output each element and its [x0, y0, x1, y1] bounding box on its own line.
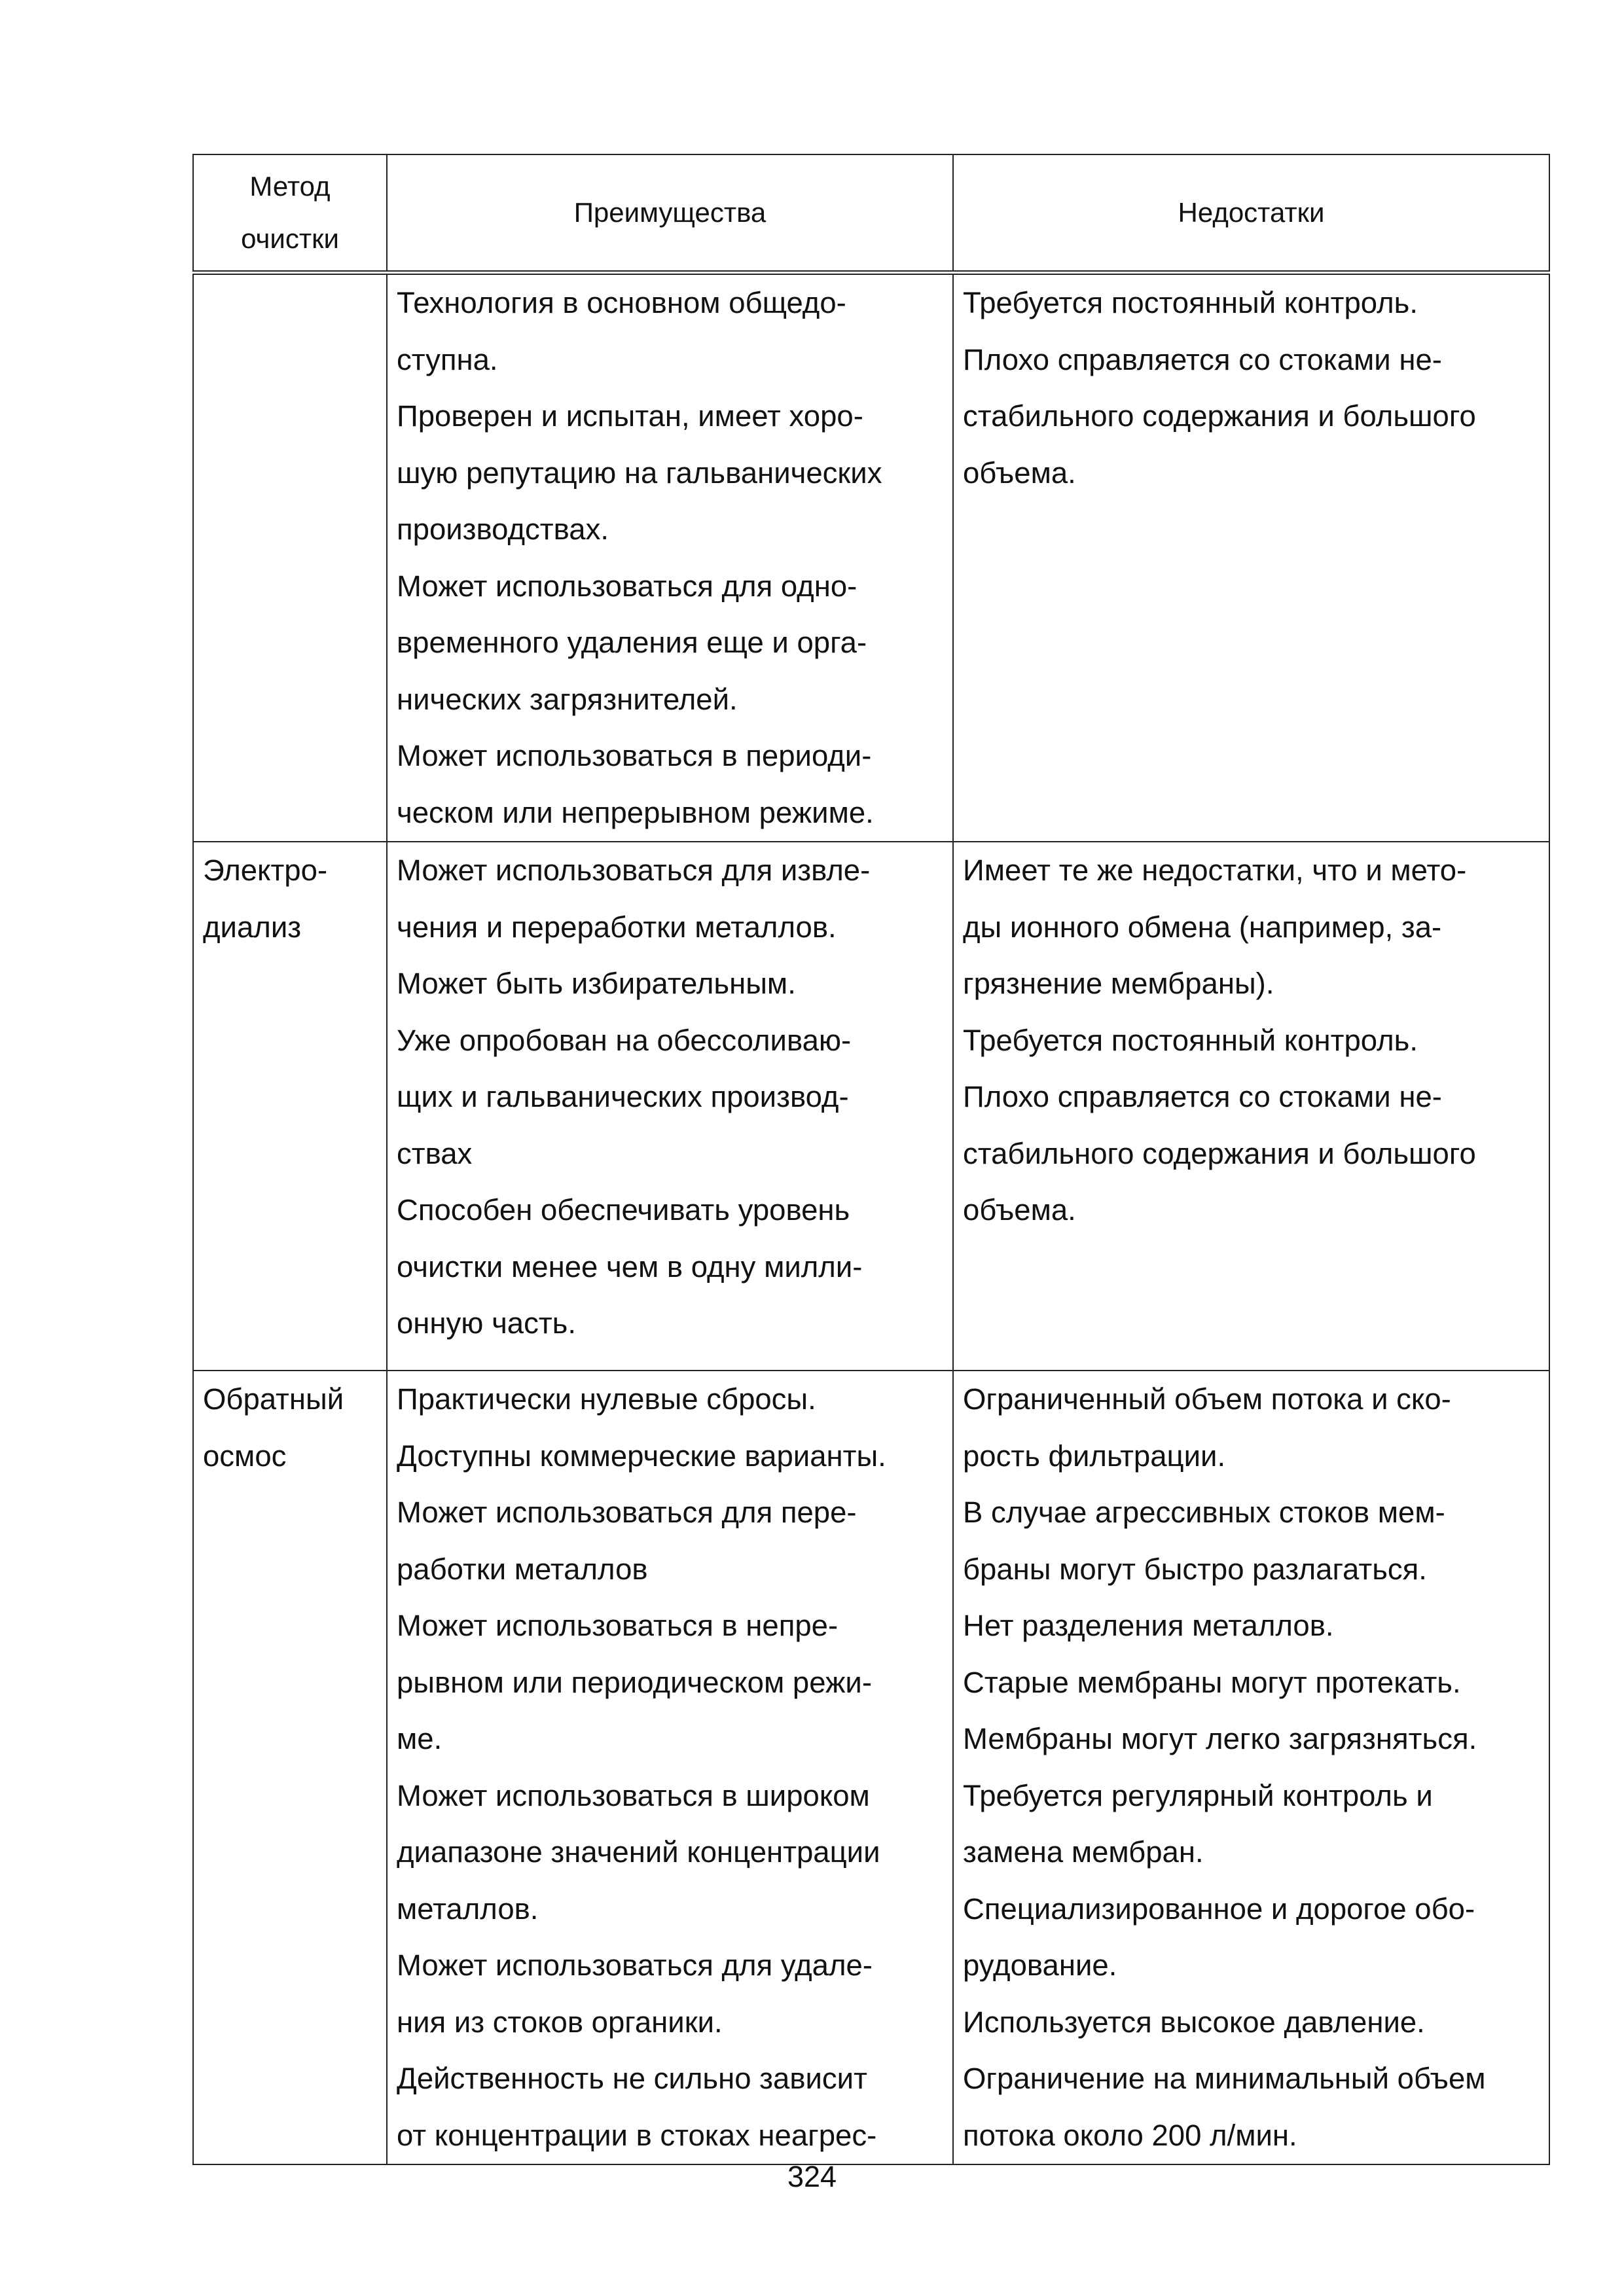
disadvantages-line: браны могут быстро разлагаться.: [963, 1552, 1427, 1586]
disadvantages-cell: [953, 273, 1549, 842]
disadvantages-text: [954, 842, 1549, 1239]
advantages-line: шую репутацию на гальванических: [397, 456, 882, 490]
disadvantages-line: ды ионного обмена (например, за-: [963, 910, 1442, 944]
header-method: [193, 154, 387, 273]
advantages-line: диапазоне значений концентрации: [397, 1835, 880, 1869]
disadvantages-line: объема.: [963, 1193, 1076, 1227]
header-advantages: Преимущества: [387, 154, 953, 273]
advantages-line: ступна.: [397, 342, 498, 376]
disadvantages-line: Используется высокое давление.: [963, 2005, 1425, 2039]
method-cell: [193, 842, 387, 1371]
advantages-text: [388, 275, 952, 841]
disadvantages-line: рость фильтрации.: [963, 1439, 1226, 1473]
disadvantages-cell: [953, 842, 1549, 1371]
advantages-line: онную часть.: [397, 1306, 577, 1340]
advantages-line: ме.: [397, 1722, 442, 1755]
disadvantages-cell: [953, 1371, 1549, 2164]
disadvantages-line: Ограниченный объем потока и ско-: [963, 1382, 1451, 1416]
disadvantages-line: Старые мембраны могут протекать.: [963, 1665, 1461, 1699]
method-text: [194, 1371, 386, 1484]
advantages-line: ния из стоков органики.: [397, 2005, 723, 2039]
advantages-line: нических загрязнителей.: [397, 682, 738, 716]
disadvantages-text: [954, 275, 1549, 501]
method-cell: [193, 273, 387, 842]
disadvantages-line: стабильного содержания и большого: [963, 1136, 1476, 1170]
disadvantages-line: Требуется регулярный контроль и: [963, 1778, 1433, 1812]
disadvantages-line: Имеет те же недостатки, что и мето-: [963, 853, 1467, 887]
advantages-cell: [387, 842, 953, 1371]
advantages-line: Практически нулевые сбросы.: [397, 1382, 816, 1416]
disadvantages-line: стабильного содержания и большого: [963, 399, 1476, 433]
advantages-line: металлов.: [397, 1892, 539, 1926]
disadvantages-line: рудование.: [963, 1948, 1117, 1982]
method-cell: [193, 1371, 387, 2164]
advantages-line: рывном или периодическом режи-: [397, 1665, 873, 1699]
advantages-line: Может использоваться для удале-: [397, 1948, 873, 1982]
advantages-line: очистки менее чем в одну милли-: [397, 1249, 863, 1283]
advantages-line: Доступны коммерческие варианты.: [397, 1439, 886, 1473]
advantages-line: щих и гальванических производ-: [397, 1080, 849, 1113]
advantages-line: ствах: [397, 1136, 473, 1170]
disadvantages-text: [954, 1371, 1549, 2164]
advantages-line: чения и переработки металлов.: [397, 910, 837, 944]
disadvantages-line: объема.: [963, 456, 1076, 490]
advantages-line: Может использоваться для одно-: [397, 569, 857, 603]
disadvantages-line: Ограничение на минимальный объем: [963, 2062, 1486, 2095]
disadvantages-line: потока около 200 л/мин.: [963, 2118, 1297, 2152]
advantages-line: Уже опробован на обессоливаю-: [397, 1023, 852, 1057]
advantages-cell: [387, 1371, 953, 2164]
advantages-line: Может быть избирательным.: [397, 967, 796, 1000]
advantages-line: Может использоваться в непре-: [397, 1609, 839, 1642]
advantages-line: Способен обеспечивать уровень: [397, 1193, 850, 1227]
disadvantages-line: В случае агрессивных стоков мем-: [963, 1496, 1445, 1529]
disadvantages-line: Специализированное и дорогое обо-: [963, 1892, 1475, 1926]
advantages-text: [388, 842, 952, 1352]
method-line: диализ: [203, 910, 302, 944]
method-line: Электро-: [203, 853, 328, 887]
table-row-reverse-osmosis: [193, 1371, 1549, 2164]
advantages-text: [388, 1371, 952, 2164]
table-row-continuation: [193, 273, 1549, 842]
advantages-line: Может использоваться в широком: [397, 1778, 870, 1812]
table-header-row: [193, 154, 1549, 273]
disadvantages-line: Плохо справляется со стоками не-: [963, 1080, 1442, 1113]
header-disadvantages: Недостатки: [953, 154, 1549, 273]
method-line: Обратный: [203, 1382, 344, 1416]
advantages-cell: [387, 273, 953, 842]
disadvantages-line: Требуется постоянный контроль.: [963, 286, 1418, 319]
method-text: [194, 842, 386, 956]
disadvantages-line: грязнение мембраны).: [963, 967, 1274, 1000]
header-method-line-2: очистки: [241, 223, 339, 254]
advantages-line: ческом или непрерывном режиме.: [397, 795, 874, 829]
disadvantages-line: Требуется постоянный контроль.: [963, 1023, 1418, 1057]
advantages-line: от концентрации в стоках неагрес-: [397, 2118, 877, 2152]
table-row-electrodialysis: [193, 842, 1549, 1371]
disadvantages-line: Мембраны могут легко загрязняться.: [963, 1722, 1477, 1755]
advantages-line: Проверен и испытан, имеет хоро-: [397, 399, 863, 433]
disadvantages-line: замена мембран.: [963, 1835, 1204, 1869]
advantages-line: работки металлов: [397, 1552, 648, 1586]
advantages-line: Технология в основном общедо-: [397, 286, 846, 319]
method-line: осмос: [203, 1439, 287, 1473]
header-method-line-1: Метод: [249, 171, 331, 202]
advantages-line: временного удаления еще и орга-: [397, 626, 867, 659]
disadvantages-line: Плохо справляется со стоками не-: [963, 342, 1442, 376]
advantages-line: Действенность не сильно зависит: [397, 2062, 867, 2095]
page-number: 324: [787, 2160, 837, 2193]
methods-comparison-table: [192, 154, 1550, 2165]
advantages-line: Может использоваться для пере-: [397, 1496, 857, 1529]
advantages-line: Может использоваться в периоди-: [397, 739, 872, 772]
advantages-line: Может использоваться для извле-: [397, 853, 871, 887]
disadvantages-line: Нет разделения металлов.: [963, 1609, 1334, 1642]
advantages-line: производствах.: [397, 512, 609, 546]
